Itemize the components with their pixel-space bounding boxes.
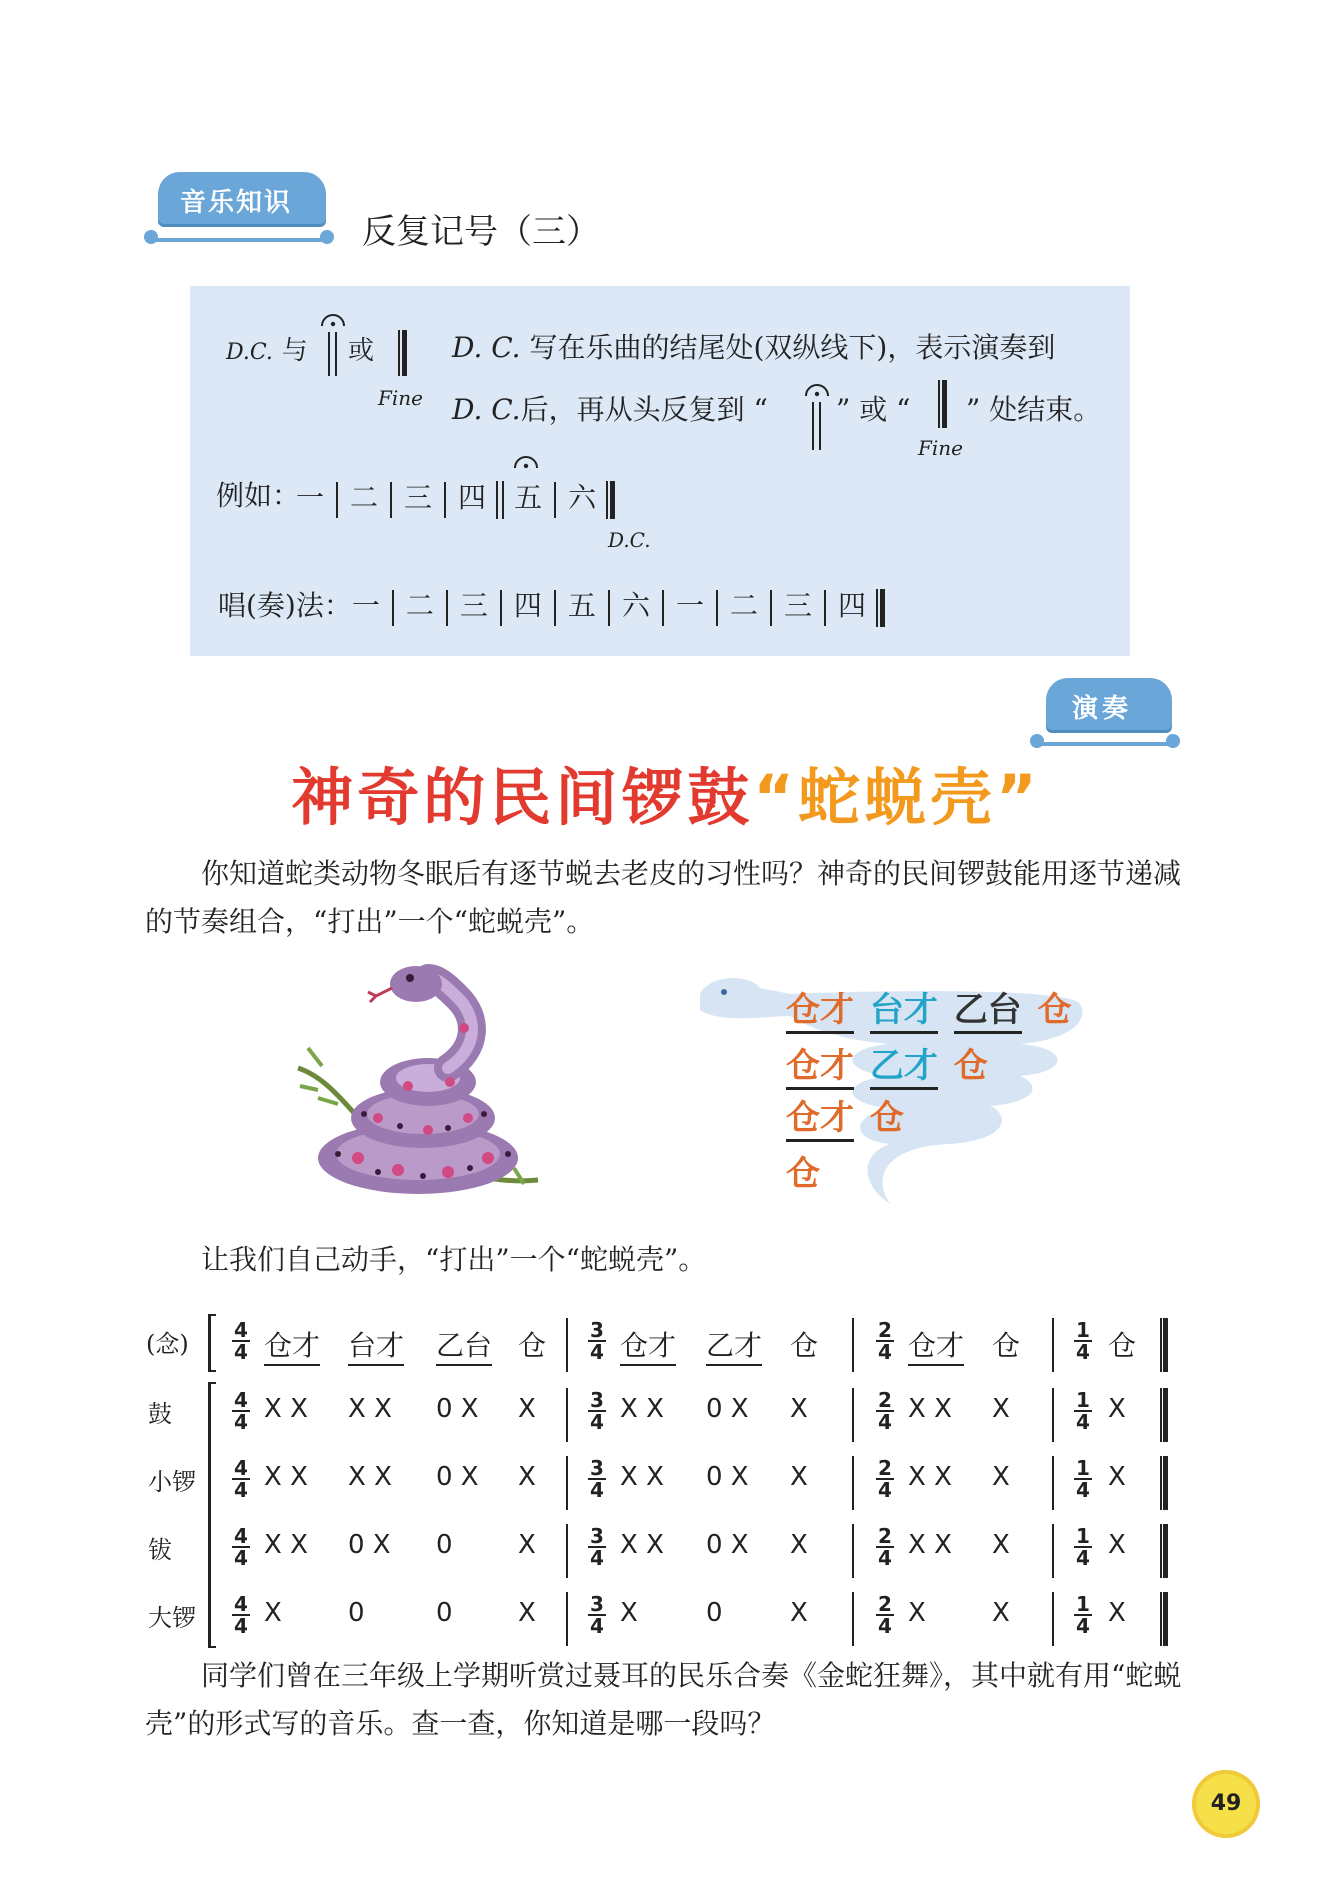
sing-item: 二 (729, 589, 758, 622)
beat-notation: 0 X (436, 1462, 479, 1492)
fine-label: Fine (918, 436, 963, 460)
final-barline (398, 330, 407, 376)
description-line-2b (836, 388, 910, 428)
time-signature: $\frac{2}{4}$ (876, 1458, 894, 1500)
chant-bracket (208, 1314, 216, 1372)
time-signature: $\frac{3}{4}$ (588, 1458, 606, 1500)
barline (1052, 1318, 1054, 1372)
intro-paragraph (145, 850, 1185, 946)
sing-label: 唱(奏)法： (218, 589, 352, 622)
beat-notation: X (790, 1462, 808, 1492)
instrument-bracket (208, 1382, 216, 1648)
time-signature: $\frac{2}{4}$ (876, 1390, 894, 1432)
beat-notation: 0 (436, 1530, 453, 1560)
example-row (216, 474, 300, 514)
fermata-icon (318, 310, 348, 380)
barline (566, 1456, 568, 1510)
example-item: 六 (568, 481, 597, 514)
barline (566, 1388, 568, 1442)
description-text-2b: ” 或 “ (836, 393, 911, 426)
barline (852, 1318, 854, 1372)
beat-notation: 0 (706, 1598, 723, 1628)
time-signature: $\frac{3}{4}$ (588, 1390, 606, 1432)
beat-notation: X X (348, 1462, 392, 1492)
dc-text: D. C. (452, 331, 521, 364)
time-signature: $\frac{1}{4}$ (1074, 1390, 1092, 1432)
score-row-label: (念) (146, 1330, 189, 1358)
beat-notation: X (518, 1462, 536, 1492)
beat-notation: X (264, 1598, 282, 1628)
beat-notation: X X (348, 1394, 392, 1424)
time-signature: $\frac{2}{4}$ (876, 1594, 894, 1636)
barline (1052, 1456, 1054, 1510)
rhythm-line-4 (786, 1146, 820, 1195)
fermata-icon (802, 380, 832, 454)
barline (1052, 1388, 1054, 1442)
sing-item: 二 (405, 589, 434, 622)
final-barline (1160, 1388, 1168, 1442)
tab-underline (150, 238, 330, 242)
time-signature: $\frac{1}{4}$ (1074, 1320, 1092, 1362)
chant-syllable: 仓 (1108, 1329, 1137, 1362)
rhythm-syllable: 乙才 (870, 1046, 938, 1090)
barline (566, 1524, 568, 1578)
beat-notation: X (908, 1598, 926, 1628)
rhythm-syllable: 仓才 (786, 1098, 854, 1142)
beat-notation: X (1108, 1462, 1126, 1492)
final-barline (1160, 1456, 1168, 1510)
description-text-1: 写在乐曲的结尾处(双纵线下)，表示演奏到 (529, 331, 1056, 364)
time-signature: $\frac{1}{4}$ (1074, 1526, 1092, 1568)
beat-notation: 0 X (706, 1530, 749, 1560)
yu-text: 与 (281, 336, 308, 366)
tab-right-dot (320, 230, 334, 244)
sing-item: 一 (675, 589, 704, 622)
snake-papercut-image (288, 958, 548, 1206)
time-signature: $\frac{4}{4}$ (232, 1320, 250, 1362)
title-red-part: 神奇的民间锣鼓 (291, 761, 754, 834)
beat-notation: 0 (436, 1598, 453, 1628)
example-item: 五 (514, 481, 543, 514)
example-item: 一 (296, 481, 325, 514)
description-text-2a: 后，再从头反复到 “ (520, 393, 768, 426)
barline (1052, 1524, 1054, 1578)
example-label: 例如： (216, 479, 301, 512)
beat-notation: 0 X (706, 1462, 749, 1492)
example-item: 四 (458, 481, 487, 514)
chant-syllable: 乙台 (436, 1324, 492, 1366)
chant-syllable: 乙才 (706, 1324, 762, 1366)
music-knowledge-tab (158, 172, 326, 224)
barline (852, 1592, 854, 1646)
dc-under-label: D.C. (608, 528, 651, 552)
final-barline (1160, 1592, 1168, 1646)
beat-notation: 0 X (436, 1394, 479, 1424)
description-line-2c (966, 388, 1101, 428)
beat-notation: X (620, 1598, 638, 1628)
barline (852, 1388, 854, 1442)
sing-item: 一 (351, 589, 380, 622)
lead-paragraph (145, 1236, 1185, 1284)
outro-text: 同学们曾在三年级上学期听赏过聂耳的民乐合奏《金蛇狂舞》，其中就有用“蛇蜕壳”的形式写的音乐。查一查，你知道是哪一段吗？ (145, 1659, 1182, 1740)
final-barline (1160, 1318, 1168, 1372)
chant-syllable: 仓才 (908, 1324, 964, 1366)
rhythm-syllable: 仓 (786, 1154, 820, 1194)
rhythm-line-3 (786, 1090, 904, 1139)
time-signature: $\frac{3}{4}$ (588, 1594, 606, 1636)
score-row-label: 小锣 (148, 1468, 196, 1496)
sing-item: 五 (567, 589, 596, 622)
example-item: 二 (350, 481, 379, 514)
beat-notation: X X (620, 1462, 664, 1492)
sing-method-row (218, 584, 895, 627)
chant-syllable: 仓 (790, 1329, 819, 1362)
beat-notation: X X (908, 1530, 952, 1560)
score-row-label: 钹 (148, 1536, 172, 1564)
fine-label: Fine (378, 386, 423, 410)
barline (852, 1456, 854, 1510)
description-text-2c: ” 处结束。 (966, 393, 1102, 426)
score-row-label: 大锣 (148, 1604, 196, 1632)
fermata-icon (512, 452, 540, 472)
intro-text: 你知道蛇类动物冬眠后有逐节蜕去老皮的习性吗？神奇的民间锣鼓能用逐节递减的节奏组合，“打出”一个“蛇蜕壳”。 (145, 857, 1182, 938)
huo-text: 或 (348, 336, 375, 366)
time-signature: $\frac{3}{4}$ (588, 1526, 606, 1568)
beat-notation: X (1108, 1598, 1126, 1628)
tab-right-dot (1166, 734, 1180, 748)
beat-notation: X (1108, 1394, 1126, 1424)
beat-notation: X (518, 1598, 536, 1628)
beat-notation: X (992, 1394, 1010, 1424)
sing-item: 四 (513, 589, 542, 622)
example-item: 三 (404, 481, 433, 514)
rhythm-line-2 (786, 1038, 988, 1087)
beat-notation: X (992, 1462, 1010, 1492)
beat-notation: 0 (348, 1598, 365, 1628)
dc-symbol: D.C. (226, 340, 273, 365)
time-signature: $\frac{4}{4}$ (232, 1458, 250, 1500)
rhythm-syllable: 乙台 (954, 990, 1022, 1034)
time-signature: $\frac{4}{4}$ (232, 1526, 250, 1568)
rhythm-syllable: 仓才 (786, 990, 854, 1034)
beat-notation: X (790, 1394, 808, 1424)
chant-syllable: 仓 (518, 1329, 547, 1362)
beat-notation: X X (264, 1462, 308, 1492)
beat-notation: X (1108, 1530, 1126, 1560)
page-number: 49 (1192, 1770, 1260, 1838)
barline (852, 1524, 854, 1578)
final-barline (1160, 1524, 1168, 1578)
performance-title (0, 748, 1332, 837)
time-signature: $\frac{1}{4}$ (1074, 1594, 1092, 1636)
rhythm-syllable: 仓 (1037, 990, 1072, 1030)
lead-text: 让我们自己动手，“打出”一个“蛇蜕壳”。 (201, 1243, 707, 1276)
time-signature: $\frac{2}{4}$ (876, 1320, 894, 1362)
sing-item: 六 (621, 589, 650, 622)
beat-notation: 0 X (348, 1530, 391, 1560)
rhythm-line-1 (786, 982, 1072, 1031)
beat-notation: X (518, 1394, 536, 1424)
time-signature: $\frac{3}{4}$ (588, 1320, 606, 1362)
dc-text: D. C. (452, 393, 521, 426)
time-signature: $\frac{4}{4}$ (232, 1594, 250, 1636)
sing-item: 三 (459, 589, 488, 622)
performance-tab-label: 演奏 (1072, 694, 1133, 724)
chant-syllable: 仓才 (264, 1324, 320, 1366)
description-line-1 (452, 326, 1055, 366)
time-signature: $\frac{4}{4}$ (232, 1390, 250, 1432)
music-knowledge-tab-label: 音乐知识 (180, 188, 293, 218)
title-orange-part: “蛇蜕壳” (753, 761, 1041, 834)
final-barline (938, 380, 947, 428)
section-title: 反复记号（三） (362, 212, 600, 252)
beat-notation: X X (908, 1394, 952, 1424)
example-sequence (296, 476, 625, 519)
beat-notation: X (992, 1598, 1010, 1628)
description-line-2 (452, 388, 768, 428)
score-row-label: 鼓 (148, 1400, 172, 1428)
tab-left-dot (1030, 734, 1044, 748)
barline (566, 1318, 568, 1372)
rhythm-syllable: 仓 (953, 1046, 988, 1086)
tab-left-dot (144, 230, 158, 244)
chant-syllable: 仓才 (620, 1324, 676, 1366)
performance-tab (1046, 678, 1172, 730)
beat-notation: X (518, 1530, 536, 1560)
barline (1052, 1592, 1054, 1646)
chant-syllable: 台才 (348, 1324, 404, 1366)
chant-syllable: 仓 (992, 1329, 1021, 1362)
rhythm-syllable: 台才 (870, 990, 938, 1034)
beat-notation: X X (264, 1394, 308, 1424)
beat-notation: X X (908, 1462, 952, 1492)
outro-paragraph (145, 1652, 1185, 1748)
barline (566, 1592, 568, 1646)
time-signature: $\frac{1}{4}$ (1074, 1458, 1092, 1500)
symbol-definition (226, 330, 308, 367)
tab-underline (1036, 742, 1176, 746)
sing-item: 四 (838, 589, 867, 622)
time-signature: $\frac{2}{4}$ (876, 1526, 894, 1568)
beat-notation: X X (264, 1530, 308, 1560)
beat-notation: X (992, 1530, 1010, 1560)
beat-notation: X (790, 1598, 808, 1628)
sing-item: 三 (783, 589, 812, 622)
beat-notation: X X (620, 1530, 664, 1560)
rhythm-syllable: 仓才 (786, 1046, 854, 1090)
rhythm-syllable: 仓 (869, 1098, 904, 1138)
beat-notation: X X (620, 1394, 664, 1424)
beat-notation: 0 X (706, 1394, 749, 1424)
beat-notation: X (790, 1530, 808, 1560)
